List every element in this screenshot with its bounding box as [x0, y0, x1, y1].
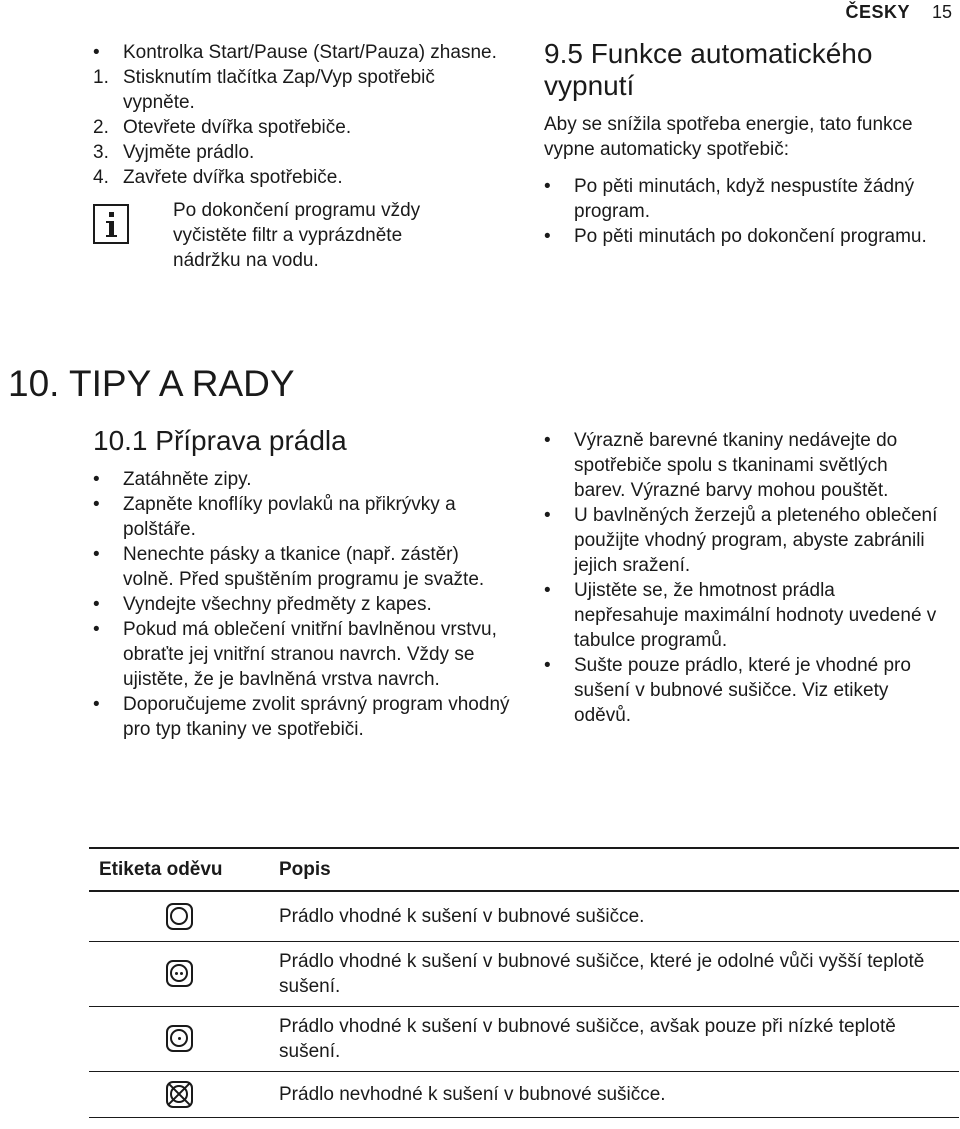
steps-list	[93, 65, 503, 190]
list-item: • Pokud má oblečení vnitřní bavlněnou vrstvu, obraťte jej vnitřní stranou navrch. Vždy se ujistěte, že je bavlněná vrstva navrch.	[93, 617, 513, 692]
do-not-tumble-dry-icon	[166, 1081, 193, 1108]
list-item: • Po pěti minutách, když nespustíte žádný program.	[544, 174, 944, 224]
list-item: • Nenechte pásky a tkanice (např. zástěr) volně. Před spuštěním programu je svažte.	[93, 542, 513, 592]
prep-bullet-list-right	[544, 428, 944, 728]
list-item: 3. Vyjměte prádlo.	[93, 142, 255, 163]
auto-off-bullet-list	[544, 174, 944, 249]
prep-bullet-list-left	[93, 467, 513, 742]
list-item: • Zapněte knoflíky povlaků na přikrývky a polštáře.	[93, 492, 513, 542]
page-number: 15	[931, 2, 953, 22]
list-item: 1. Stisknutím tlačítka Zap/Vyp spotřebič vypněte.	[93, 67, 435, 113]
row-description: Prádlo nevhodné k sušení v bubnové sušičce.	[269, 1071, 959, 1117]
list-item: • Po pěti minutách po dokončení programu.	[544, 224, 944, 249]
tumble-dry-high-heat-icon	[166, 960, 193, 987]
tumble-dry-icon	[166, 903, 193, 930]
column-header-description: Popis	[269, 848, 959, 891]
start-pause-bullet-list	[93, 40, 503, 65]
table-header-row	[89, 848, 959, 891]
list-item: • Zatáhněte zipy.	[93, 467, 513, 492]
info-note	[93, 198, 503, 273]
care-label-table	[89, 847, 959, 1118]
row-description: Prádlo vhodné k sušení v bubnové sušičce, které je odolné vůči vyšší teplotě sušení.	[269, 941, 959, 1006]
table-row	[89, 1071, 959, 1117]
info-icon	[93, 204, 129, 244]
right-top-column	[544, 38, 944, 249]
column-header-label: Etiketa oděvu	[89, 848, 269, 891]
tumble-dry-low-heat-icon	[166, 1025, 193, 1052]
list-item: 4. Zavřete dvířka spotřebiče.	[93, 167, 343, 188]
language-label: ČESKY	[845, 2, 910, 22]
prep-heading: 10.1 Příprava prádla	[93, 425, 347, 456]
list-item: • Sušte pouze prádlo, které je vhodné pro sušení v bubnové sušičce. Viz etikety oděvů.	[544, 653, 944, 728]
list-item: • U bavlněných žerzejů a pleteného oblečení použijte vhodný program, abyste zabránili jejich sražení.	[544, 503, 944, 578]
info-note-text: Po dokončení programu vždy vyčistěte filtr a vyprázdněte nádržku na vodu.	[173, 200, 421, 271]
row-description: Prádlo vhodné k sušení v bubnové sušičce, avšak pouze při nízké teplotě sušení.	[269, 1006, 959, 1071]
auto-off-intro: Aby se snížila spotřeba energie, tato funkce vypne automaticky spotřebič:	[544, 114, 913, 160]
table-row	[89, 941, 959, 1006]
table-row	[89, 1006, 959, 1071]
list-item: • Vyndejte všechny předměty z kapes.	[93, 592, 513, 617]
list-item: • Výrazně barevné tkaniny nedávejte do spotřebiče spolu s tkaninami světlých barev. Výrazné barvy mohou pouštět.	[544, 428, 944, 503]
prep-left-column	[93, 425, 513, 742]
list-item: • Doporučujeme zvolit správný program vhodný pro typ tkaniny ve spotřebiči.	[93, 692, 513, 742]
row-description: Prádlo vhodné k sušení v bubnové sušičce.	[269, 891, 959, 941]
section-title: 10. TIPY A RADY	[8, 363, 295, 404]
left-top-column	[93, 40, 503, 273]
list-item: 2. Otevřete dvířka spotřebiče.	[93, 117, 352, 138]
list-item: • Ujistěte se, že hmotnost prádla nepřesahuje maximální hodnoty uvedené v tabulce programů.	[544, 578, 944, 653]
table-row	[89, 891, 959, 941]
prep-right-column	[544, 428, 944, 728]
list-item: • Kontrolka Start/Pause (Start/Pauza) zhasne.	[93, 40, 503, 65]
auto-off-heading: 9.5 Funkce automatického vypnutí	[544, 38, 873, 101]
